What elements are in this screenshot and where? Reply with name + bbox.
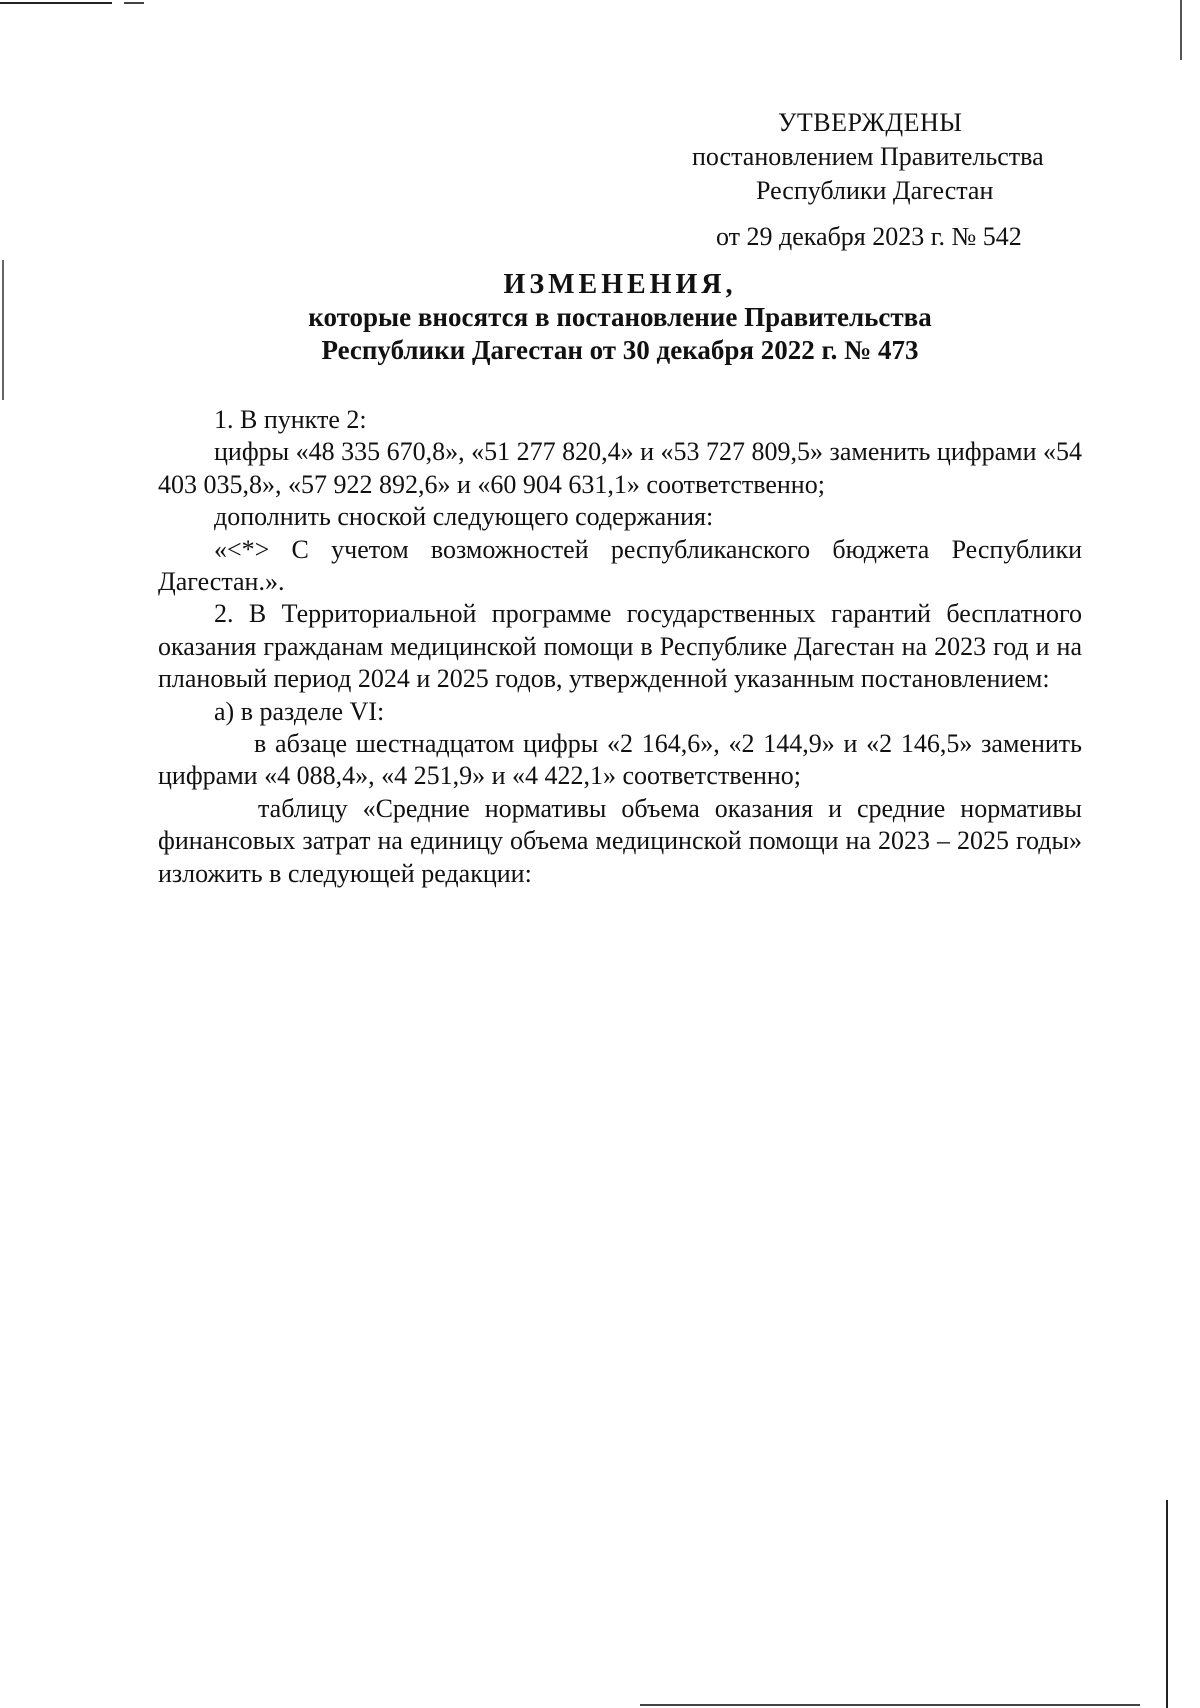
paragraph: 2. В Территориальной программе государственных гарантий бесплатного оказания гражданам медицинской помощи в Республике Дагестан на 2023 год и на плановый период 2024 и 2025 годов, утвержденной указанным постановлением: — [158, 599, 1082, 694]
document-title — [160, 268, 1080, 367]
document-body — [158, 404, 1082, 890]
scan-artifact-line — [0, 2, 112, 4]
title-main: ИЗМЕНЕНИЯ, — [503, 269, 737, 300]
approval-heading: УТВЕРЖДЕНЫ — [778, 108, 963, 137]
approval-date: от 29 декабря 2023 г. № 542 — [716, 222, 1022, 251]
paragraph: в абзаце шестнадцатом цифры «2 164,6», «2 144,9» и «2 146,5» заменить цифрами «4 088,4», «4 251,9» и «4 422,1» соответственно; — [158, 729, 1082, 791]
approval-line: постановлением Правительства — [692, 142, 1044, 171]
title-line: которые вносятся в постановление Правительства — [308, 302, 932, 332]
paragraph: «<*> С учетом возможностей республиканского бюджета Республики Дагестан.». — [158, 534, 1082, 597]
paragraph: цифры «48 335 670,8», «51 277 820,4» и «53 727 809,5» заменить цифрами «54 403 035,8», «57 922 892,6» и «60 904 631,1» соответственно; — [158, 437, 1082, 499]
scan-artifact-line — [640, 1704, 1140, 1706]
approval-line: Республики Дагестан — [756, 176, 994, 205]
paragraph: дополнить сноской следующего содержания: — [214, 502, 714, 532]
scan-artifact-line — [1180, 0, 1182, 60]
paragraph: таблицу «Средние нормативы объема оказания и средние нормативы финансовых затрат на единицу объема медицинской помощи на 2023 – 2025 годы» изложить в следующей редакции: — [158, 793, 1082, 888]
scan-artifact-line — [124, 2, 144, 4]
scan-artifact-line — [1166, 1500, 1168, 1708]
paragraph: а) в разделе VI: — [214, 696, 385, 726]
paragraph: 1. В пункте 2: — [214, 405, 367, 434]
scan-artifact-line — [2, 260, 4, 400]
title-line: Республики Дагестан от 30 декабря 2022 г. № 473 — [321, 335, 919, 365]
